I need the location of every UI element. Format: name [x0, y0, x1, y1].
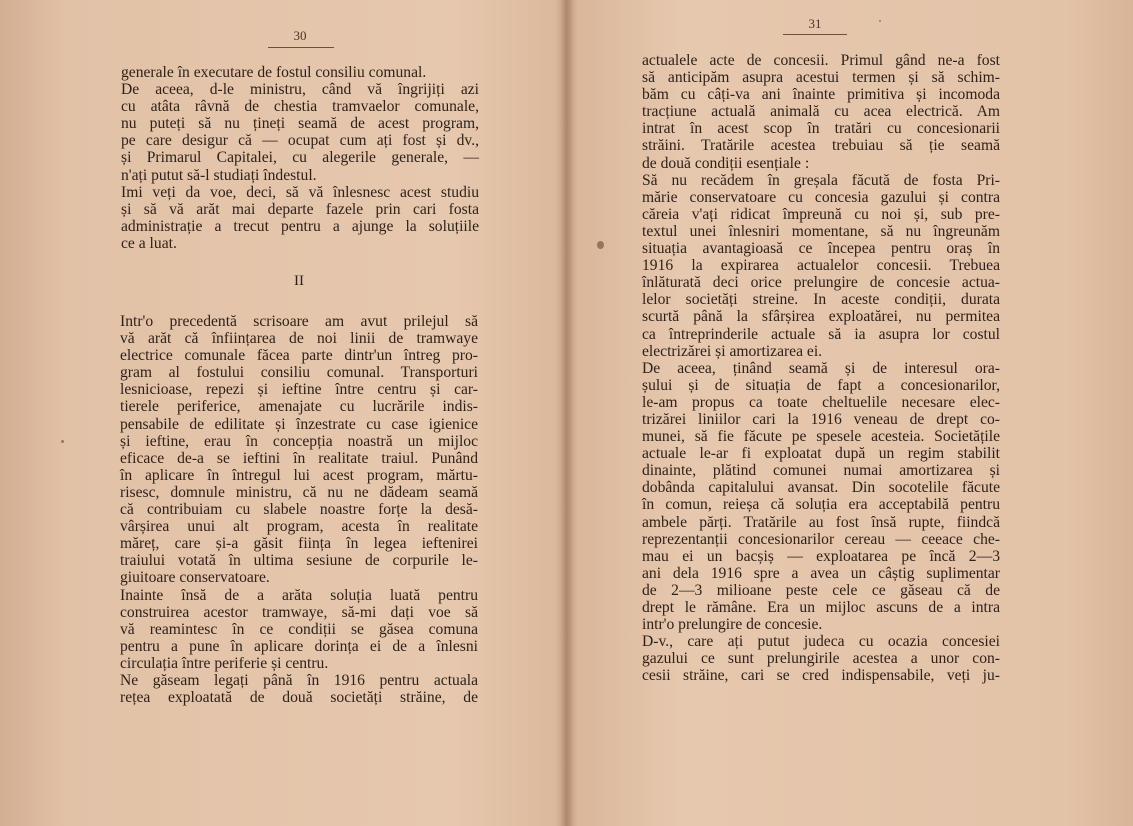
- ink-blot: [597, 241, 604, 249]
- right-text-block: [642, 52, 1000, 684]
- page-number-rule-right: [783, 34, 847, 35]
- text-line: trizărei liniilor cari la 1916 veneau de drept co-: [642, 410, 1000, 428]
- text-line: Inainte însă de a arăta soluția luată pentru: [120, 586, 478, 604]
- page-number-rule-left: [268, 47, 334, 48]
- text-line: textul unei înlesniri momentane, să nu îngreunăm: [642, 222, 1000, 240]
- text-line: electrice comunale făcea parte dintr'un întreg pro-: [120, 347, 478, 365]
- text-line: cu atâta râvnă de chestia tramvaelor comunale,: [121, 98, 479, 116]
- left-text-block-2: [120, 313, 478, 706]
- right-page: [567, 0, 1133, 826]
- text-line: și ieftine, erau în concepția noastră un mijloc: [120, 432, 478, 450]
- text-line: scurtă până la sfârșirea exploatărei, nu permitea: [642, 308, 1000, 326]
- text-line: ambele părți. Tratările au fost însă rupte, fiindcă: [642, 513, 1000, 531]
- text-line: De aceea, ținând seamă și de interesul ora-: [642, 359, 1000, 377]
- text-line: vă reamintesc în ce condiții se găsea comuna: [120, 620, 478, 638]
- text-line: băm cu câți-va ani înainte primitiva și incomoda: [642, 86, 1000, 104]
- text-line: 1916 la expirarea actualelor concesii. Trebuea: [642, 257, 1000, 275]
- text-line: situația avantagioasă ce începea pentru oraș în: [642, 240, 1000, 258]
- text-line: căreia v'ați ridicat împreună cu noi și, sub pre-: [642, 205, 1000, 223]
- text-line: traiului votată în ultima sesiune de corpurile le-: [120, 552, 478, 570]
- text-line: pensabile de edilitate și înzestrate cu case igienice: [120, 415, 478, 433]
- text-line: vă arăt că înființarea de noi linii de tramwaye: [120, 330, 478, 348]
- text-line: în aplicare în întregul lui acest program, mărtu-: [120, 466, 478, 484]
- text-line: generale în executare de fostul consiliu comunal.: [121, 64, 427, 81]
- text-line: De aceea, d-le ministru, când vă îngrijiți azi: [121, 81, 479, 99]
- text-line: Intr'o precedentă scrisoare am avut prilejul să: [120, 313, 478, 330]
- text-line: mau ei un bacșiș — exploatarea pe încă 2—3: [642, 547, 1000, 565]
- text-line: intr'o prelungire de concesie.: [642, 616, 823, 634]
- text-line: de două condiții esențiale :: [642, 154, 810, 172]
- text-line: ce a luat.: [121, 234, 177, 252]
- page-number-right: 31: [808, 16, 822, 31]
- text-line: străini. Tratările acestea trebuiau să ție seamă: [642, 137, 1000, 155]
- text-line: reprezentanții concesionarilor cereau — ceeace che-: [642, 530, 1000, 548]
- text-line: gazului ce sunt prelungirile acestea a unor con-: [642, 650, 1000, 668]
- text-line: circulația între periferie și centru.: [120, 654, 329, 672]
- text-line: șului și de situația de fapt a concesionarilor,: [642, 376, 1000, 394]
- text-line: dobânda capitalului avansat. Din socotelile făcute: [642, 479, 1000, 497]
- text-line: le-am propus ca toate cheltuelile necesare elec-: [642, 393, 1000, 411]
- text-line: în comun, reieșa că soluția era acceptabilă pentru: [642, 496, 1000, 514]
- text-line: lelor societăți streine. In aceste condiții, durata: [642, 291, 1000, 309]
- text-line: rețea exploatată de două societăți străine, de: [120, 689, 478, 707]
- page-number-left: 30: [293, 28, 307, 43]
- text-line: construirea acestor tramwaye, să-mi dați voe să: [120, 603, 478, 621]
- text-line: și să vă arăt mai departe fazele prin cari fosta: [121, 200, 479, 218]
- text-line: cesii străine, cari se cred indispensabile, veți ju-: [642, 667, 1000, 685]
- text-line: pentru a pune în aplicare dorința ei de a înlesni: [120, 637, 478, 655]
- text-line: gram al fostului consiliu comunal. Transporturi: [120, 364, 478, 382]
- left-text-block-1: [121, 64, 479, 252]
- text-line: pe care desigur că — ocupat cum ați fost și dv.,: [121, 132, 479, 150]
- text-line: că contribuiam cu slabele noastre forțe la desă-: [120, 501, 478, 519]
- text-line: electrizărei și amortizarea ei.: [642, 342, 823, 360]
- text-line: vârșirea unui alt program, acesta în realitate: [120, 518, 478, 536]
- text-line: n'ați putut să-l studiați îndestul.: [121, 166, 317, 184]
- text-line: tracțiune actuală animală cu acea electrică. Am: [642, 103, 1000, 121]
- text-line: nu puteți să nu țineți seamă de acest program,: [121, 115, 479, 133]
- section-title: II: [294, 273, 304, 289]
- text-line: mărie conservatoare cu concesia gazului și contra: [642, 188, 1000, 206]
- text-line: de 2—3 milioane peste cele ce găseau că de: [642, 581, 1000, 599]
- ink-speck: [879, 20, 881, 22]
- ink-speck: [61, 440, 64, 443]
- left-page: [0, 0, 566, 826]
- text-line: risesc, domnule ministru, că nu ne dădeam seamă: [120, 483, 478, 501]
- text-line: ca întreprinderile actuale să ia asupra lor costul: [642, 325, 1000, 343]
- text-line: Imi veți da voe, deci, să vă înlesnesc acest studiu: [121, 183, 479, 201]
- text-line: și Primarul Capitalei, cu alegerile generale, —: [121, 149, 479, 167]
- text-line: munei, să fie făcute pe spesele acesteia. Societățile: [642, 428, 1000, 446]
- text-line: Ne găseam legați până în 1916 pentru actuala: [120, 671, 478, 689]
- text-line: înlăturată deci orice prelungire de concesie actua-: [642, 274, 1000, 292]
- text-line: actuale le-ar fi exploatat după un regim stabilit: [642, 445, 1000, 463]
- text-line: eficace de-a se ieftini în realitate traiul. Punând: [120, 449, 478, 467]
- text-line: ani dela 1916 spre a avea un câștig suplimentar: [642, 564, 1000, 582]
- text-line: dinainte, plătind comunei numai amortizarea și: [642, 462, 1000, 480]
- text-line: să anticipăm asupra acestui termen și să schim-: [642, 69, 1000, 87]
- text-line: drept le rămâne. Era un mijloc ascuns de a intra: [642, 599, 1000, 616]
- text-line: Să nu recădem în greșala făcută de fosta Pri-: [642, 171, 1000, 189]
- text-line: actualele acte de concesii. Primul gând ne-a fost: [642, 52, 1000, 69]
- text-line: tierele periferice, amenajate cu lucrările indis-: [120, 398, 478, 416]
- text-line: giuitoare conservatoare.: [120, 569, 270, 587]
- text-line: măreț, care și-a găsit ființa în legea ieftenirei: [120, 535, 478, 553]
- text-line: intrat în acest scop în tratări cu concesionarii: [642, 120, 1000, 138]
- text-line: D-v., care ați putut judeca cu ocazia concesiei: [642, 633, 1000, 651]
- text-line: administrație a trecut pentru a ajunge la soluțiile: [121, 217, 479, 235]
- text-line: lesnicioase, repezi și ieftine între centru și car-: [120, 381, 478, 399]
